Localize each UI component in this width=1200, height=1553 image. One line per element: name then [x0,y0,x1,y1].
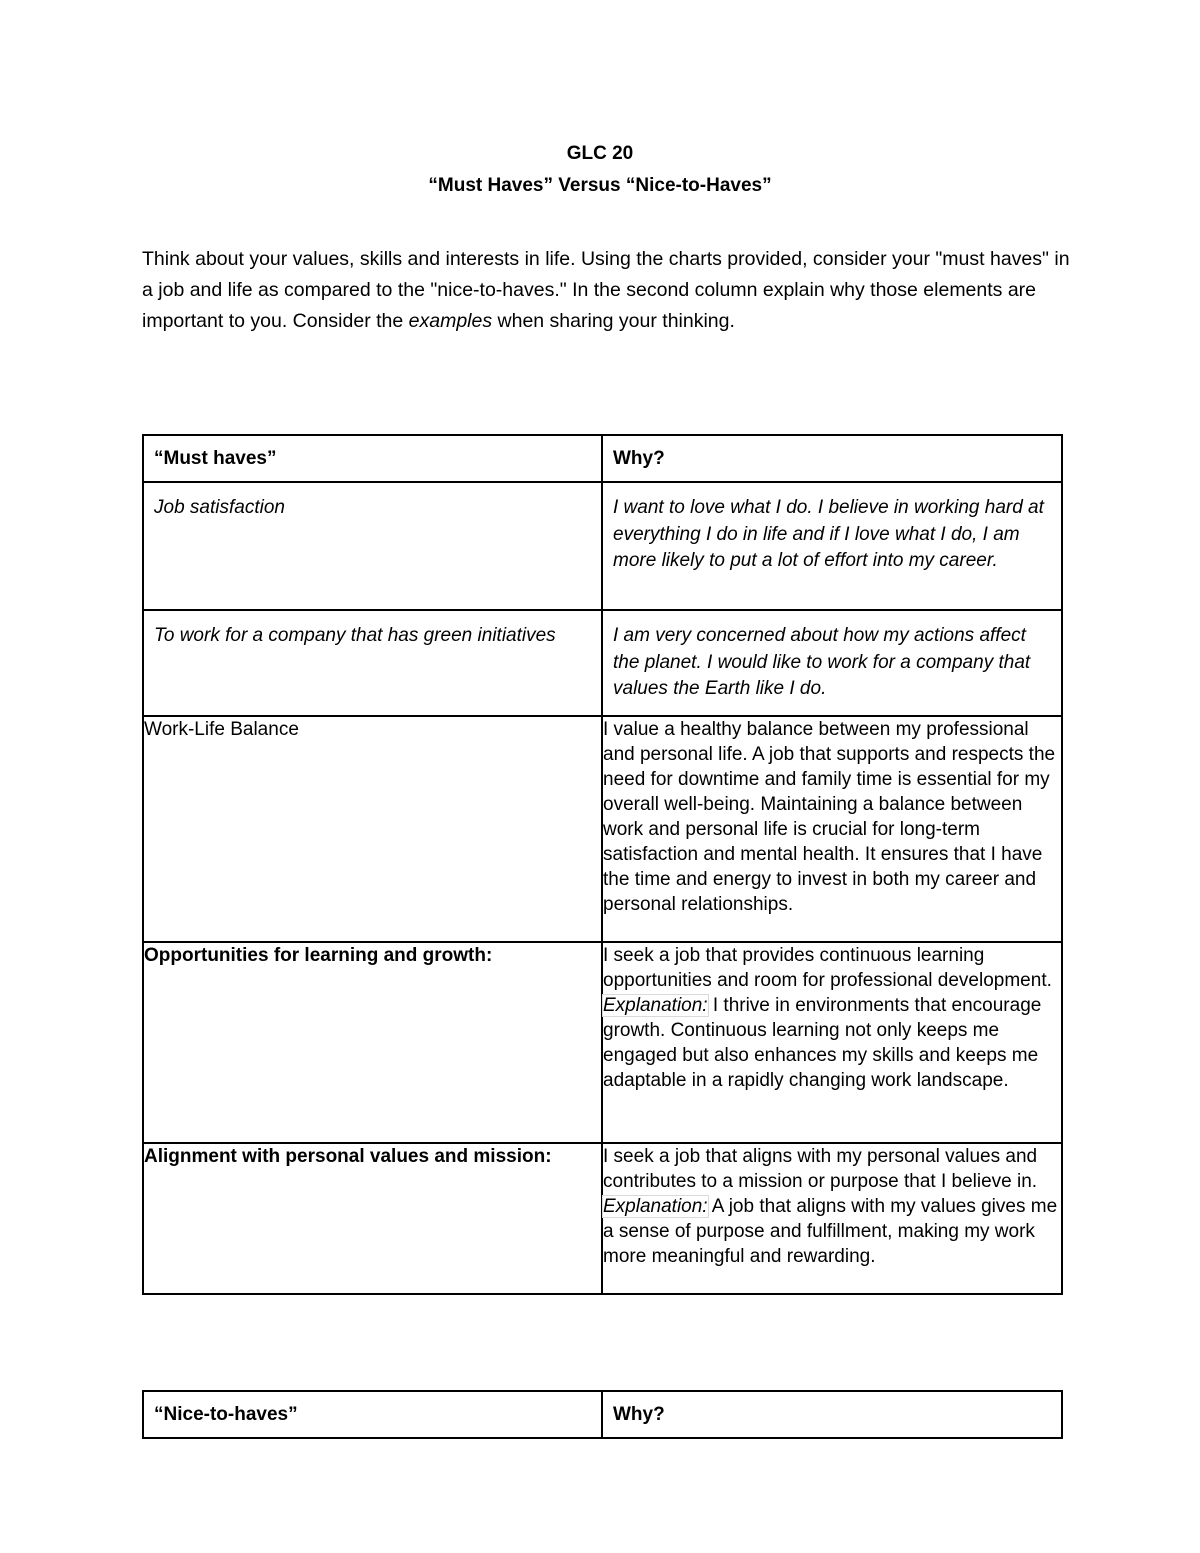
table-row [143,942,1062,1143]
intro-emphasis: examples [408,310,493,332]
page-title: GLC 20 [566,143,634,164]
must-have-item-cell[interactable]: Alignment with personal values and mission: [143,1143,602,1294]
must-have-why-cell[interactable] [602,1143,1062,1294]
example-item-cell[interactable]: To work for a company that has green initiatives [143,610,602,716]
must-have-why-cell[interactable]: I value a healthy balance between my professional and personal life. A job that supports and respects the need for downtime and family time is essential for my overall well-being. Maintaining a balance between work and personal life is crucial for long-term satisfaction and mental health. It ensures that I have the time and energy to invest in both my career and personal relationships. [602,716,1062,942]
explanation-label: Explanation: [603,1195,708,1217]
why-text: A job that aligns with my values gives me a sense of purpose and fulfillment, making my work more meaningful and rewarding. [603,1195,1058,1267]
example-row [143,482,1062,610]
nice-to-haves-header: “Nice-to-haves” [143,1391,602,1438]
must-have-item-cell[interactable]: Work-Life Balance [143,716,602,942]
example-why-cell[interactable]: I want to love what I do. I believe in working hard at everything I do in life and if I love what I do, I am more likely to put a lot of effort into my career. [602,482,1062,610]
why-header: Why? [602,1391,1062,1438]
why-header: Why? [602,435,1062,482]
table-header-row [143,435,1062,482]
example-item-cell[interactable]: Job satisfaction [143,482,602,610]
table-row [143,1143,1062,1294]
must-haves-table [142,434,1063,1295]
example-why-cell[interactable]: I am very concerned about how my actions affect the planet. I would like to work for a company that values the Earth like I do. [602,610,1062,716]
intro-text-2: when sharing your thinking. [492,310,735,332]
table-header-row [143,1391,1062,1438]
explanation-label: Explanation: [603,994,708,1016]
intro-text-1: Think about your values, skills and interests in life. Using the charts provided, consider your "must haves" in a job and life as compared to the "nice-to-haves." In the second column explain why those elements are important to you. Consider the [142,248,1070,332]
why-text: I thrive in environments that encourage growth. Continuous learning not only keeps me engaged but also enhances my skills and keeps me adaptable in a rapidly changing work landscape. [603,994,1042,1091]
intro-paragraph [142,244,1072,337]
example-row [143,610,1062,716]
why-text: I seek a job that provides continuous learning opportunities and room for professional development. [603,944,1052,991]
must-haves-header: “Must haves” [143,435,602,482]
why-text: I seek a job that aligns with my personal values and contributes to a mission or purpose that I believe in. [603,1145,1038,1192]
page-subtitle: “Must Haves” Versus “Nice-to-Haves” [428,175,772,196]
table-row [143,716,1062,942]
must-have-item-cell[interactable]: Opportunities for learning and growth: [143,942,602,1143]
nice-to-haves-table [142,1390,1063,1439]
must-have-why-cell[interactable] [602,942,1062,1143]
